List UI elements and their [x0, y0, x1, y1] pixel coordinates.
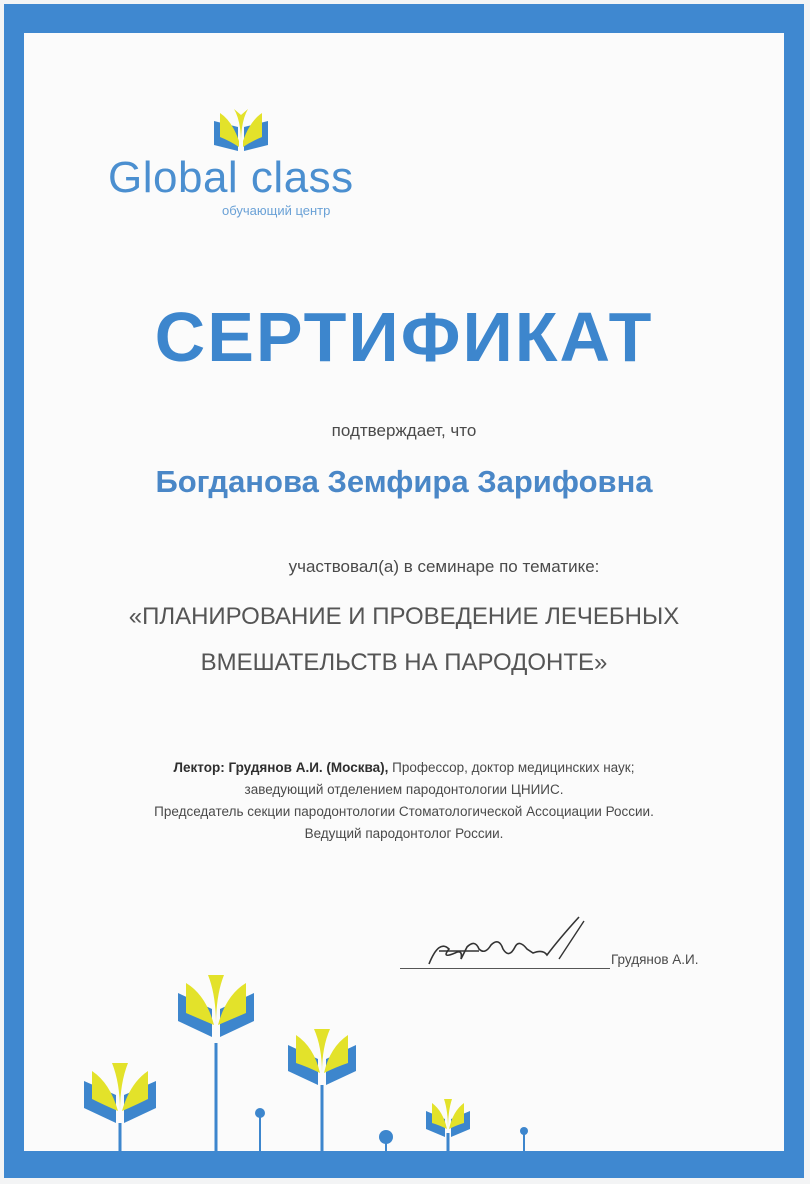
- recipient-name: Богданова Земфира Зарифовна: [155, 464, 653, 499]
- open-book-icon: [210, 107, 272, 153]
- certificate-title: СЕРТИФИКАТ: [154, 298, 654, 376]
- certificate-border: [4, 4, 804, 1178]
- confirms-text: подтверждает, что: [331, 421, 477, 440]
- lecturer-line: Ведущий пародонтолог России.: [304, 826, 504, 841]
- lecturer-label: Лектор: Грудянов А.И. (Москва),: [173, 760, 389, 775]
- topic-line: ВМЕШАТЕЛЬСТВ НА ПАРОДОНТЕ»: [200, 649, 608, 676]
- book-flower-icon: [426, 1099, 470, 1151]
- topic-line: «ПЛАНИРОВАНИЕ И ПРОВЕДЕНИЕ ЛЕЧЕБНЫХ: [128, 603, 680, 630]
- book-flower-icon: [288, 1029, 356, 1151]
- participated-text: участвовал(а) в семинаре по тематике:: [288, 557, 600, 576]
- book-flower-icon: [84, 1063, 156, 1151]
- decorative-dot: [520, 1127, 528, 1151]
- seminar-topic: [24, 594, 784, 686]
- lecturer-line: Председатель секции пародонтологии Стоматологической Ассоциации России.: [154, 804, 654, 819]
- logo-subtitle: обучающий центр: [222, 203, 331, 218]
- signer-name: Грудянов А.И.: [611, 952, 699, 967]
- logo-name: Global class: [108, 153, 354, 202]
- book-flower-icon: [178, 975, 254, 1151]
- lecturer-info: [44, 757, 764, 845]
- lecturer-line: заведующий отделением пародонтологии ЦНИИС.: [244, 782, 564, 797]
- lecturer-title: Профессор, доктор медицинских наук;: [388, 760, 635, 775]
- certificate-body: [24, 33, 784, 1151]
- lecturer-line: [44, 757, 764, 779]
- decorative-book-flowers: [24, 933, 784, 1151]
- decorative-dot: [379, 1130, 393, 1151]
- decorative-dot: [255, 1108, 265, 1151]
